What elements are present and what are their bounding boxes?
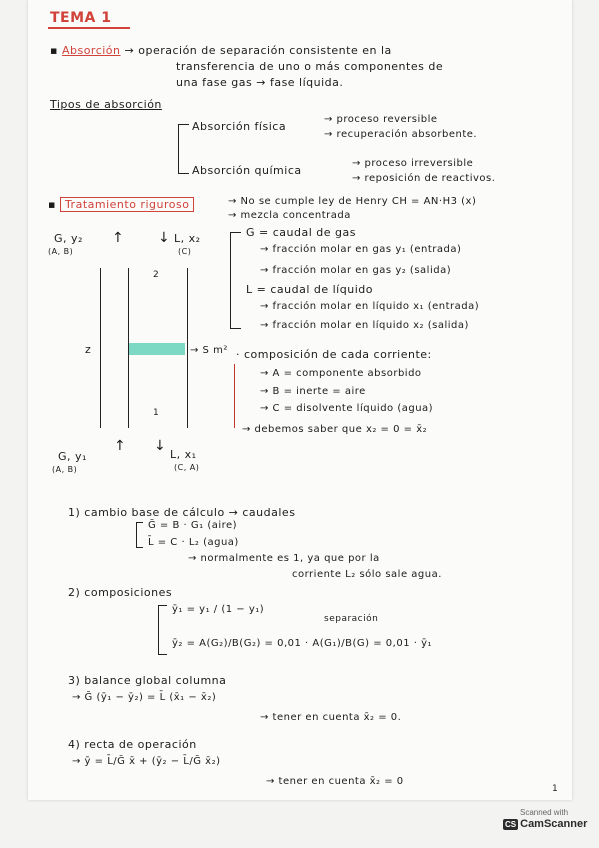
comp-d: → debemos saber que x₂ = 0 = x̄₂ bbox=[242, 424, 428, 435]
step-3-b: → tener en cuenta x̄₂ = 0. bbox=[260, 712, 402, 723]
camscanner-icon: CS bbox=[505, 819, 517, 829]
tipo-quimica: Absorción química bbox=[192, 164, 302, 177]
step-2-heading: 2) composiciones bbox=[68, 586, 173, 599]
l-definition: L = caudal de líquido bbox=[246, 283, 373, 296]
absorcion-def: → operación de separación consistente en la bbox=[124, 44, 392, 57]
tipo-fisica: Absorción física bbox=[192, 120, 287, 133]
tratamiento-heading: ▪ Tratamiento riguroso bbox=[48, 198, 194, 211]
definition-line-1: ▪ Absorción → operación de separación consistente en la bbox=[50, 44, 392, 57]
column-bottom-label: 1 bbox=[153, 408, 160, 418]
absorcion-term: Absorción bbox=[61, 44, 121, 57]
watermark-caption: Scanned with bbox=[519, 808, 569, 817]
top-right-sub: (C) bbox=[178, 247, 192, 256]
tipo-quimica-a: → proceso irreversible bbox=[352, 158, 474, 169]
height-z: z bbox=[85, 343, 92, 356]
step-2-separacion: separación bbox=[324, 614, 379, 624]
g-definition: G = caudal de gas bbox=[246, 226, 356, 239]
comp-c: → C = disolvente líquido (agua) bbox=[260, 403, 434, 414]
tipo-quimica-b: → reposición de reactivos. bbox=[352, 173, 496, 184]
composicion-heading: · composición de cada corriente: bbox=[236, 348, 432, 361]
step-4-a: → ȳ = L̄/Ḡ x̄ + (ȳ₂ − L̄/Ḡ x̄₂) bbox=[72, 756, 221, 767]
g-def-b: → fracción molar en gas y₂ (salida) bbox=[260, 265, 452, 276]
bottom-right-stream: L, x₁ bbox=[170, 448, 197, 461]
step-2-a: ȳ₁ = y₁ / (1 − y₁) bbox=[172, 604, 265, 615]
step-2-brace bbox=[158, 605, 167, 655]
definitions-brace bbox=[230, 232, 241, 329]
page-number: 1 bbox=[552, 784, 559, 794]
top-left-sub: (A, B) bbox=[48, 247, 74, 256]
top-left-stream: G, y₂ bbox=[54, 232, 83, 245]
arrow-up-top: ↑ bbox=[112, 230, 125, 246]
step-1-d: corriente L₂ sólo sale agua. bbox=[292, 569, 442, 580]
g-def-a: → fracción molar en gas y₁ (entrada) bbox=[260, 244, 462, 255]
l-def-a: → fracción molar en líquido x₁ (entrada) bbox=[260, 301, 480, 312]
arrow-down-top: ↓ bbox=[158, 230, 171, 246]
notebook-page bbox=[28, 0, 572, 800]
step-1-heading: 1) cambio base de cálculo → caudales bbox=[68, 506, 296, 519]
tipos-heading: Tipos de absorción bbox=[50, 98, 162, 111]
column-top-label: 2 bbox=[153, 270, 160, 280]
step-3-a: → Ḡ (ȳ₁ − ȳ₂) = L̄ (x̄₁ − x̄₂) bbox=[72, 692, 217, 703]
comp-b: → B = inerte = aire bbox=[260, 386, 366, 397]
step-2-b: ȳ₂ = A(G₂)/B(G₂) = 0,01 · A(G₁)/B(G) = 0,01 · ȳ₁ bbox=[172, 638, 433, 649]
tratamiento-box: Tratamiento riguroso bbox=[60, 197, 194, 212]
step-4-b: → tener en cuenta x̄₂ = 0 bbox=[266, 776, 404, 787]
step-3-heading: 3) balance global columna bbox=[68, 674, 227, 687]
tipo-fisica-b: → recuperación absorbente. bbox=[324, 129, 478, 140]
bottom-left-stream: G, y₁ bbox=[58, 450, 87, 463]
watermark-logo bbox=[503, 818, 588, 830]
arrow-up-bottom: ↑ bbox=[114, 438, 127, 454]
comp-a: → A = componente absorbido bbox=[260, 368, 422, 379]
height-line bbox=[100, 268, 101, 428]
camscanner-watermark bbox=[503, 808, 588, 840]
step-1-brace bbox=[136, 522, 143, 548]
tipo-fisica-a: → proceso reversible bbox=[324, 114, 438, 125]
area-label: → S m² bbox=[190, 345, 228, 356]
packing-band bbox=[129, 343, 185, 355]
composicion-bar bbox=[234, 364, 235, 428]
bottom-left-sub: (A, B) bbox=[52, 465, 78, 474]
arrow-down-bottom: ↓ bbox=[154, 438, 167, 454]
watermark-name: CamScanner bbox=[520, 818, 588, 830]
tratamiento-a: → No se cumple ley de Henry CH = AN·H3 (x) bbox=[228, 196, 477, 207]
l-def-b: → fracción molar en líquido x₂ (salida) bbox=[260, 320, 469, 331]
step-1-a: Ḡ = B · G₁ (aire) bbox=[148, 520, 238, 531]
step-1-b: L̄ = C · L₂ (agua) bbox=[148, 537, 239, 548]
step-1-c: → normalmente es 1, ya que por la bbox=[188, 553, 380, 564]
top-right-stream: L, x₂ bbox=[174, 232, 201, 245]
tipos-brace bbox=[178, 124, 189, 174]
bottom-right-sub: (C, A) bbox=[174, 463, 200, 472]
definition-line-2: transferencia de uno o más componentes de bbox=[176, 60, 444, 73]
tratamiento-b: → mezcla concentrada bbox=[228, 210, 351, 221]
definition-line-3: una fase gas → fase líquida. bbox=[176, 76, 344, 89]
step-4-heading: 4) recta de operación bbox=[68, 738, 197, 751]
page-title: TEMA 1 bbox=[48, 10, 130, 29]
